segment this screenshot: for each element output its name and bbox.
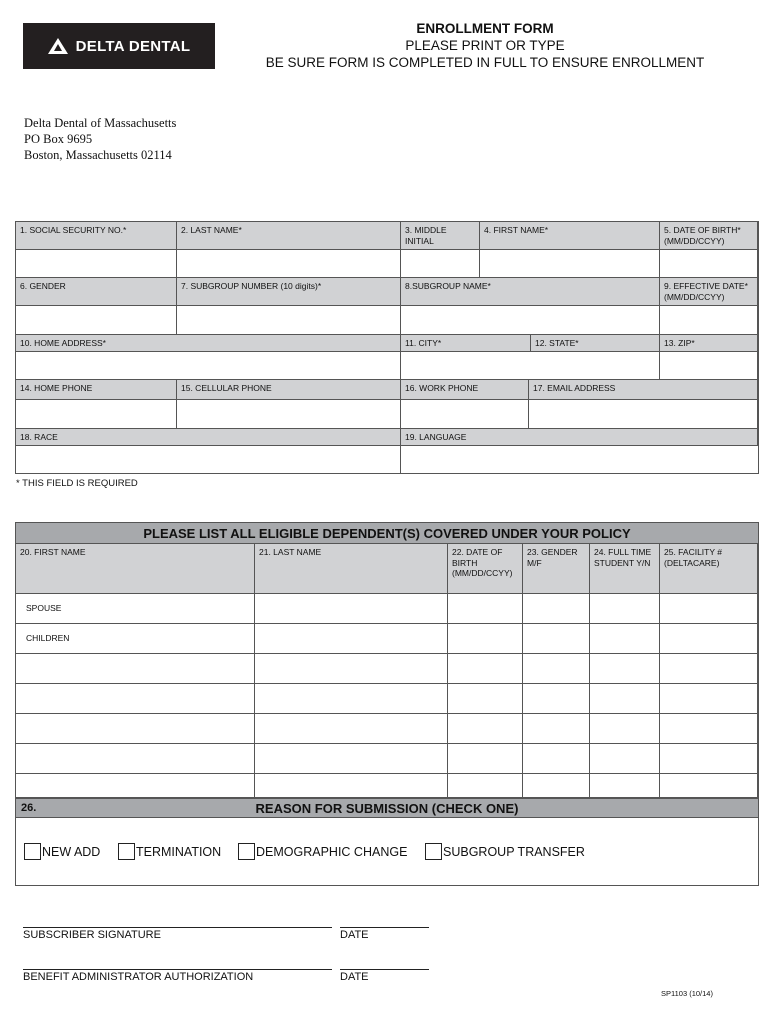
col-date-of-birth: 22. DATE OF BIRTH (MM/DD/CCYY) xyxy=(448,543,523,594)
dependent-row-3-student-cell[interactable] xyxy=(590,654,660,684)
label-work-phone: 16. WORK PHONE xyxy=(401,380,529,400)
col-first-name: 20. FIRST NAME xyxy=(16,543,255,594)
address-line-1: Delta Dental of Massachusetts xyxy=(24,116,177,130)
home-address-field[interactable] xyxy=(16,352,401,380)
dependent-row-6-student-cell[interactable] xyxy=(590,744,660,774)
dependent-row-5-student-cell[interactable] xyxy=(590,714,660,744)
col-last-name: 21. LAST NAME xyxy=(255,543,448,594)
dependent-row-2-gender-cell[interactable] xyxy=(523,624,590,654)
city-state-field[interactable] xyxy=(401,352,660,380)
col-full-time-student: 24. FULL TIME STUDENT Y/N xyxy=(590,543,660,594)
dependent-row-5-first-name-cell[interactable] xyxy=(16,714,255,744)
dependent-row-7-facility-cell[interactable] xyxy=(660,774,758,798)
dependent-row-4-facility-cell[interactable] xyxy=(660,684,758,714)
demographic-change-checkbox[interactable] xyxy=(238,843,255,860)
dependents-section-title: PLEASE LIST ALL ELIGIBLE DEPENDENT(S) COVERED UNDER YOUR POLICY xyxy=(16,523,758,543)
dependent-row-4-date-of-birth-cell[interactable] xyxy=(448,684,523,714)
dependent-row-5-last-name-cell[interactable] xyxy=(255,714,448,744)
dependent-row-3-date-of-birth-cell[interactable] xyxy=(448,654,523,684)
dependent-row-1-date-of-birth-cell[interactable] xyxy=(448,594,523,624)
label-ssn: 1. SOCIAL SECURITY NO.* xyxy=(16,222,177,250)
middle-initial-field[interactable] xyxy=(401,250,480,278)
dependent-row-7-gender-cell[interactable] xyxy=(523,774,590,798)
demographic-change-label: DEMOGRAPHIC CHANGE xyxy=(256,845,408,859)
zip-field[interactable] xyxy=(660,352,758,380)
label-subgroup-number: 7. SUBGROUP NUMBER (10 digits)* xyxy=(177,278,401,306)
email-address-field[interactable] xyxy=(529,400,758,429)
dependent-row-6-last-name-cell[interactable] xyxy=(255,744,448,774)
dependent-row-1-gender-cell[interactable] xyxy=(523,594,590,624)
delta-triangle-icon xyxy=(48,38,68,54)
dependent-row-1-student-cell[interactable] xyxy=(590,594,660,624)
dependent-row-1-first-name-cell[interactable] xyxy=(16,594,255,624)
dependent-row-5-gender-cell[interactable] xyxy=(523,714,590,744)
dependent-row-6-gender-cell[interactable] xyxy=(523,744,590,774)
last-name-field[interactable] xyxy=(177,250,401,278)
dependent-row-label: CHILDREN xyxy=(26,633,70,643)
first-name-field[interactable] xyxy=(480,250,660,278)
label-email-address: 17. EMAIL ADDRESS xyxy=(529,380,758,400)
dependent-row-6-first-name-cell[interactable] xyxy=(16,744,255,774)
dependent-row-6-date-of-birth-cell[interactable] xyxy=(448,744,523,774)
ssn-field[interactable] xyxy=(16,250,177,278)
label-subgroup-name: 8.SUBGROUP NAME* xyxy=(401,278,660,306)
col-gender: 23. GENDER M/F xyxy=(523,543,590,594)
subgroup-name-field[interactable] xyxy=(401,306,660,335)
label-home-address: 10. HOME ADDRESS* xyxy=(16,335,401,352)
dependent-row-7-date-of-birth-cell[interactable] xyxy=(448,774,523,798)
dependent-row-5-date-of-birth-cell[interactable] xyxy=(448,714,523,744)
effective-date-field[interactable] xyxy=(660,306,758,335)
gender-field[interactable] xyxy=(16,306,177,335)
label-effective-date: 9. EFFECTIVE DATE* (MM/DD/CCYY) xyxy=(660,278,758,306)
date-label-1: DATE xyxy=(340,929,369,941)
form-title: ENROLLMENT FORM xyxy=(416,21,554,36)
label-home-phone: 14. HOME PHONE xyxy=(16,380,177,400)
dependent-row-3-last-name-cell[interactable] xyxy=(255,654,448,684)
label-middle-initial: 3. MIDDLE INITIAL xyxy=(401,222,480,250)
dependent-row-label: SPOUSE xyxy=(26,603,62,613)
form-code: SP1103 (10/14) xyxy=(661,989,713,998)
label-zip: 13. ZIP* xyxy=(660,335,758,352)
label-date-of-birth: 5. DATE OF BIRTH* (MM/DD/CCYY) xyxy=(660,222,758,250)
new-add-checkbox[interactable] xyxy=(24,843,41,860)
address-line-3: Boston, Massachusetts 02114 xyxy=(24,148,172,162)
label-cellular-phone: 15. CELLULAR PHONE xyxy=(177,380,401,400)
cellular-phone-field[interactable] xyxy=(177,400,401,429)
dependent-row-5-facility-cell[interactable] xyxy=(660,714,758,744)
dependent-row-4-last-name-cell[interactable] xyxy=(255,684,448,714)
subscriber-signature-label: SUBSCRIBER SIGNATURE xyxy=(23,929,161,941)
subgroup-number-field[interactable] xyxy=(177,306,401,335)
label-last-name: 2. LAST NAME* xyxy=(177,222,401,250)
subgroup-transfer-label: SUBGROUP TRANSFER xyxy=(443,845,585,859)
race-field[interactable] xyxy=(16,446,401,473)
label-first-name: 4. FIRST NAME* xyxy=(480,222,660,250)
dependent-row-3-first-name-cell[interactable] xyxy=(16,654,255,684)
reason-number: 26. xyxy=(21,802,37,814)
reason-title: REASON FOR SUBMISSION (CHECK ONE) xyxy=(255,801,519,816)
dependent-row-2-student-cell[interactable] xyxy=(590,624,660,654)
dependent-row-4-first-name-cell[interactable] xyxy=(16,684,255,714)
dependent-row-7-student-cell[interactable] xyxy=(590,774,660,798)
label-race: 18. RACE xyxy=(16,429,401,446)
new-add-label: NEW ADD xyxy=(42,845,101,859)
dependent-row-2-first-name-cell[interactable] xyxy=(16,624,255,654)
termination-checkbox[interactable] xyxy=(118,843,135,860)
date-of-birth-field[interactable] xyxy=(660,250,758,278)
subgroup-transfer-checkbox[interactable] xyxy=(425,843,442,860)
label-state: 12. STATE* xyxy=(531,335,660,352)
dependent-row-4-gender-cell[interactable] xyxy=(523,684,590,714)
required-field-note: * THIS FIELD IS REQUIRED xyxy=(16,478,138,489)
form-instruction: PLEASE PRINT OR TYPE xyxy=(405,38,565,53)
dependent-row-3-facility-cell[interactable] xyxy=(660,654,758,684)
dependent-row-4-student-cell[interactable] xyxy=(590,684,660,714)
address-line-2: PO Box 9695 xyxy=(24,132,93,146)
home-phone-field[interactable] xyxy=(16,400,177,429)
dependent-row-1-facility-cell[interactable] xyxy=(660,594,758,624)
dependent-row-7-last-name-cell[interactable] xyxy=(255,774,448,798)
subscriber-signature-line[interactable] xyxy=(23,927,332,928)
language-field[interactable] xyxy=(401,446,758,473)
label-gender: 6. GENDER xyxy=(16,278,177,306)
delta-dental-logo xyxy=(23,23,215,69)
dependent-row-1-last-name-cell[interactable] xyxy=(255,594,448,624)
dependent-row-6-facility-cell[interactable] xyxy=(660,744,758,774)
date-label-2: DATE xyxy=(340,971,369,983)
label-language: 19. LANGUAGE xyxy=(401,429,758,446)
dependent-row-7-first-name-cell[interactable] xyxy=(16,774,255,798)
dependent-row-3-gender-cell[interactable] xyxy=(523,654,590,684)
dependent-row-2-last-name-cell[interactable] xyxy=(255,624,448,654)
dependent-row-2-date-of-birth-cell[interactable] xyxy=(448,624,523,654)
work-phone-field[interactable] xyxy=(401,400,529,429)
form-warning: BE SURE FORM IS COMPLETED IN FULL TO ENSURE ENROLLMENT xyxy=(265,55,705,70)
administrator-signature-label: BENEFIT ADMINISTRATOR AUTHORIZATION xyxy=(23,971,254,983)
col-facility-number: 25. FACILITY # (DELTACARE) xyxy=(660,543,758,594)
reason-header-bar xyxy=(16,798,758,818)
dependent-row-2-facility-cell[interactable] xyxy=(660,624,758,654)
termination-label: TERMINATION xyxy=(136,845,222,859)
date-line-2[interactable] xyxy=(340,969,429,970)
logo-wordmark: DELTA DENTAL xyxy=(75,37,191,55)
label-city: 11. CITY* xyxy=(401,335,531,352)
date-line-1[interactable] xyxy=(340,927,429,928)
administrator-signature-line[interactable] xyxy=(23,969,332,970)
